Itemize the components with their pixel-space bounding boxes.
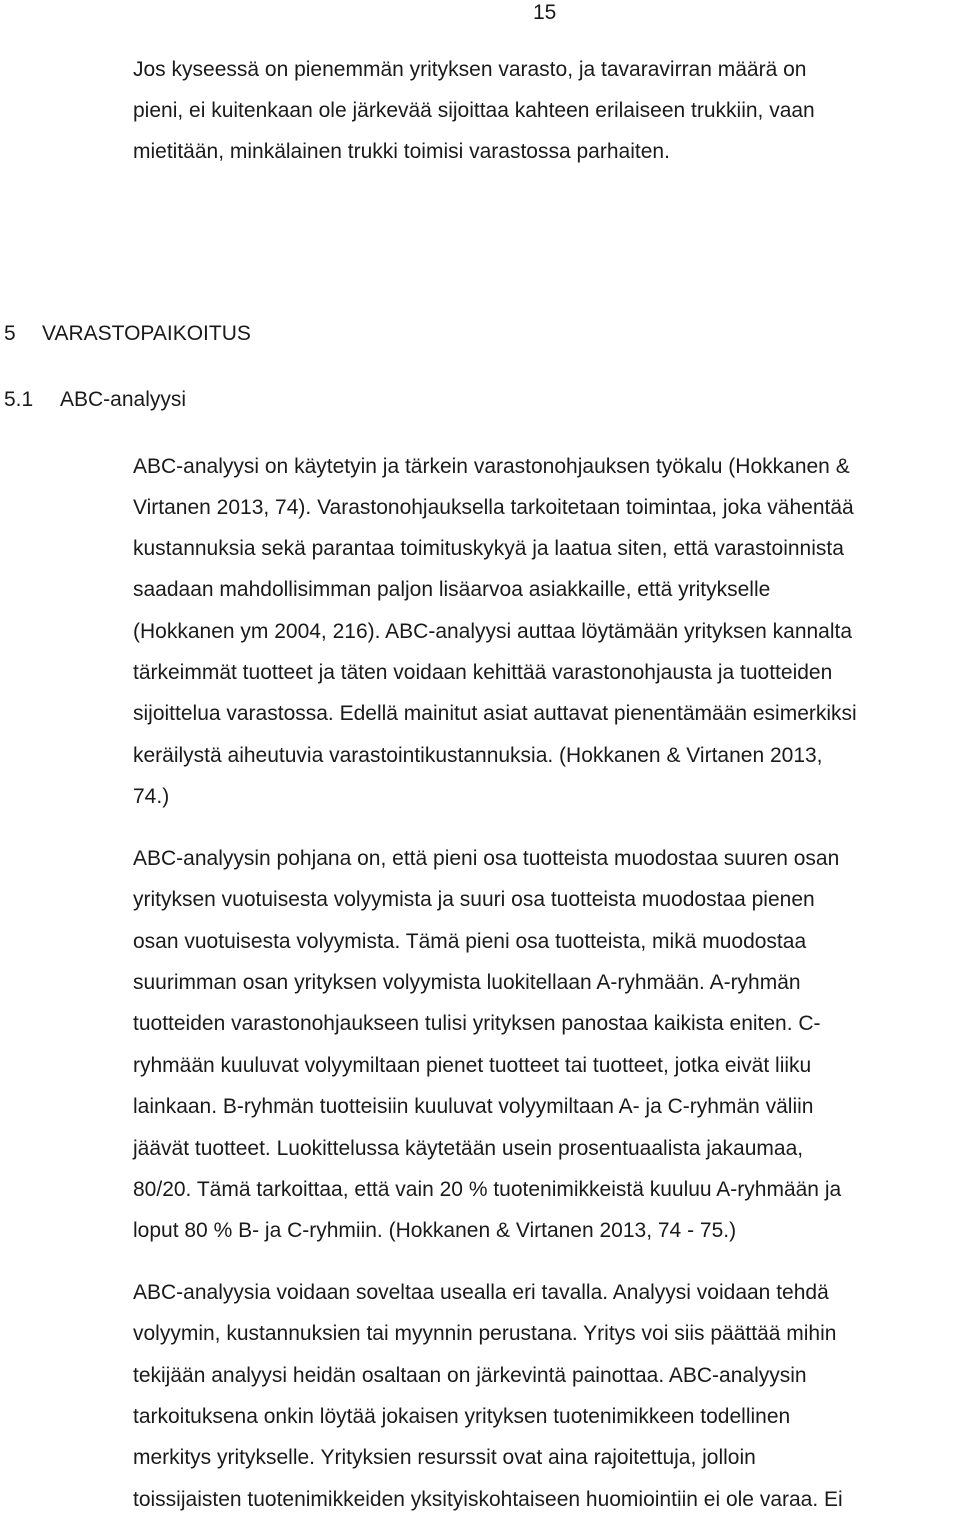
text-line: ABC-analyysin pohjana on, että pieni osa tuotteista muodostaa suuren osan [133,847,840,870]
text-line: 74.) [133,785,170,808]
text-line: ABC-analyysia voidaan soveltaa usealla eri tavalla. Analyysi voidaan tehdä [133,1281,829,1304]
text-line: Virtanen 2013, 74). Varastonohjauksella tarkoitetaan toimintaa, joka vähentää [133,496,854,519]
text-line: 80/20. Tämä tarkoittaa, että vain 20 % tuotenimikkeistä kuuluu A-ryhmään ja [133,1178,842,1201]
text-line: yrityksen vuotuisesta volyymista ja suuri osa tuotteista muodostaa pienen [133,888,815,911]
text-line: toissijaisten tuotenimikkeiden yksityiskohtaiseen huomiointiin ei ole varaa. Ei [133,1488,843,1511]
text-line: volyymin, kustannuksien tai myynnin perustana. Yritys voi siis päättää mihin [133,1322,837,1345]
text-line: osan vuotuisesta volyymista. Tämä pieni osa tuotteista, mikä muodostaa [133,930,807,953]
text-line: loput 80 % B- ja C-ryhmiin. (Hokkanen & Virtanen 2013, 74 - 75.) [133,1219,737,1242]
text-line: sijoittelua varastossa. Edellä mainitut asiat auttavat pienentämään esimerkiksi [133,702,857,725]
text-line: tärkeimmät tuotteet ja täten voidaan kehittää varastonohjausta ja tuotteiden [133,661,833,684]
text-line: merkitys yritykselle. Yrityksien resurssit ovat aina rajoitettuja, jolloin [133,1446,756,1469]
text-line: saadaan mahdollisimman paljon lisäarvoa asiakkaille, että yritykselle [133,578,771,601]
text-line: tarkoituksena onkin löytää jokaisen yrityksen tuotenimikkeen todellinen [133,1405,791,1428]
page-number: 15 [533,1,557,24]
text-line: ABC-analyysi on käytetyin ja tärkein varastonohjauksen työkalu (Hokkanen & [133,455,850,478]
text-line: lainkaan. B-ryhmän tuotteisiin kuuluvat volyymiltaan A- ja C-ryhmän väliin [133,1095,814,1118]
text-line: pieni, ei kuitenkaan ole järkevää sijoittaa kahteen erilaiseen trukkiin, vaan [133,99,815,122]
text-line: tekijään analyysi heidän osaltaan on järkevintä painottaa. ABC-analyysin [133,1364,807,1387]
text-line: kustannuksia sekä parantaa toimituskykyä ja laatua siten, että varastoinnista [133,537,844,560]
section-heading [4,320,251,348]
text-line: keräilystä aiheutuvia varastointikustannuksia. (Hokkanen & Virtanen 2013, [133,744,823,767]
text-line: (Hokkanen ym 2004, 216). ABC-analyysi auttaa löytämään yrityksen kannalta [133,620,853,643]
text-line: ryhmään kuuluvat volyymiltaan pienet tuotteet tai tuotteet, jotka eivät liiku [133,1054,812,1077]
text-line: jäävät tuotteet. Luokittelussa käytetään usein prosentuaalista jakaumaa, [133,1137,804,1160]
subsection-title: ABC-analyysi [60,388,187,411]
subsection-number: 5.1 [4,388,34,411]
text-line: tuotteiden varastonohjaukseen tulisi yrityksen panostaa kaikista eniten. C- [133,1012,821,1035]
section-title: VARASTOPAIKOITUS [42,322,251,345]
text-line: suurimman osan yrityksen volyymista luokitellaan A-ryhmään. A-ryhmän [133,971,801,994]
text-line: Jos kyseessä on pienemmän yrityksen varasto, ja tavaravirran määrä on [133,58,807,81]
subsection-heading [4,386,186,414]
text-line: mietitään, minkälainen trukki toimisi varastossa parhaiten. [133,140,670,163]
section-number: 5 [4,322,16,345]
